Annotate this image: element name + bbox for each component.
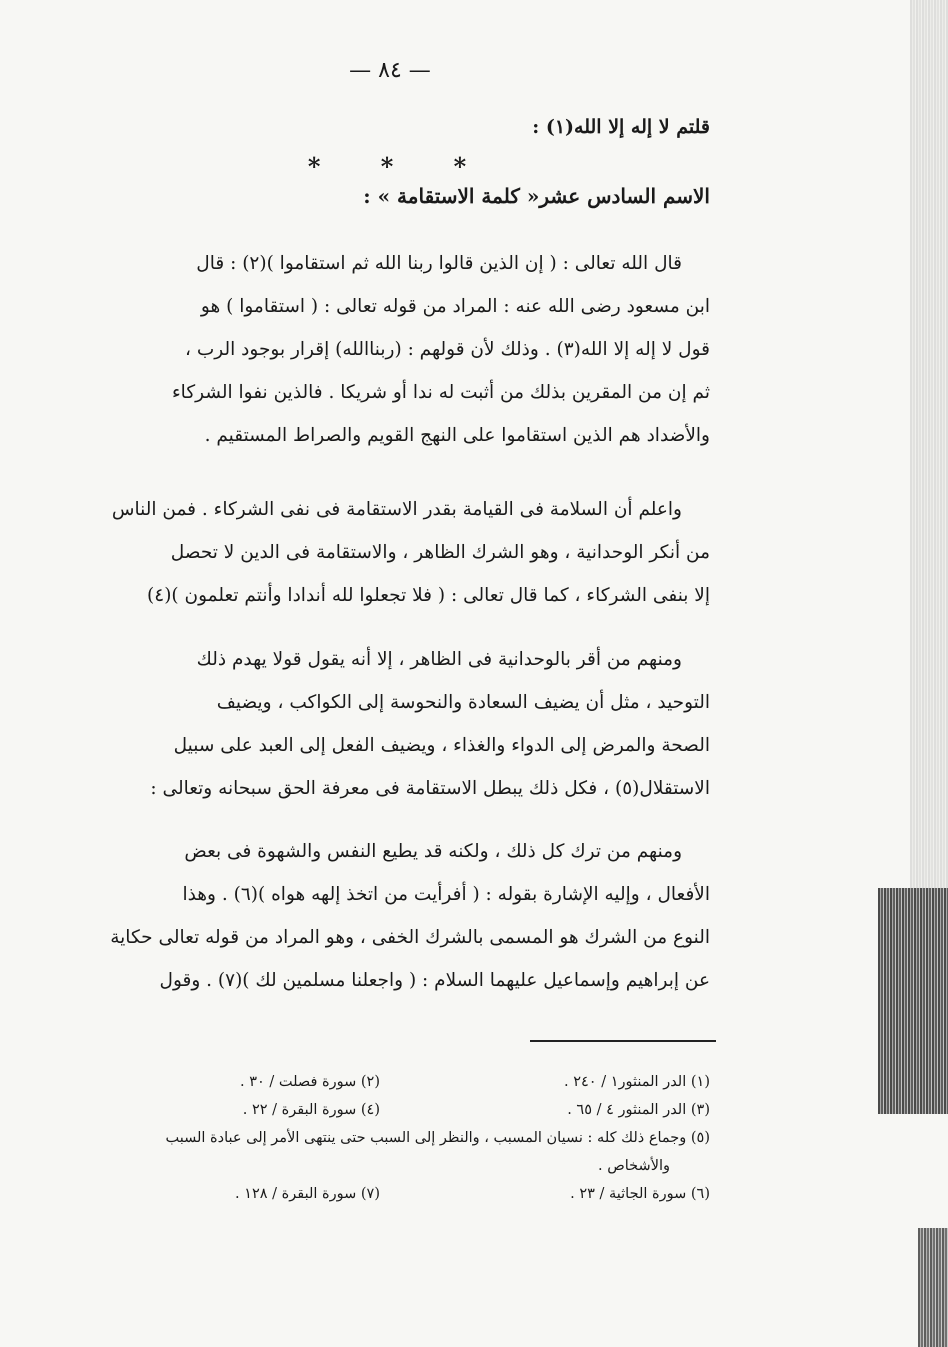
paragraph-line: التوحيد ، مثل أن يضيف السعادة والنحوسة إلى الكواكب ، ويضيف <box>216 692 710 713</box>
scan-edge-shadow <box>910 0 948 888</box>
paragraph-line: الاستقلال(٥) ، فكل ذلك يبطل الاستقامة فى معرفة الحق سبحانه وتعالى : <box>150 778 710 799</box>
paragraph-2 <box>100 488 710 617</box>
scan-edge-artifact-bottom <box>918 1228 948 1347</box>
paragraph-4 <box>100 830 710 1002</box>
paragraph-line: واعلم أن السلامة فى القيامة بقدر الاستقامة فى نفى الشركاء . فمن الناس <box>111 499 682 520</box>
footnote-7: (٧) سورة البقرة / ١٢٨ . <box>234 1186 380 1202</box>
footnote-3: (٣) الدر المنثور ٤ / ٦٥ . <box>567 1102 710 1118</box>
paragraph-line: النوع من الشرك هو المسمى بالشرك الخفى ، وهو المراد من قوله تعالى حكاية <box>110 927 710 948</box>
footnote-1: (١) الدر المنثور١ / ٢٤٠ . <box>564 1074 710 1090</box>
paragraph-line: ومنهم من أقر بالوحدانية فى الظاهر ، إلا أنه يقول قولا يهدم ذلك <box>196 649 682 670</box>
paragraph-1 <box>100 242 710 457</box>
footnote-separator <box>530 1040 716 1042</box>
paragraph-line: ومنهم من ترك كل ذلك ، ولكنه قد يطيع النفس والشهوة فى بعض <box>184 841 682 862</box>
paragraph-line: عن إبراهيم وإسماعيل عليهما السلام : ( واجعلنا مسلمين لك )(٧) . وقول <box>159 970 710 991</box>
section-heading: الاسم السادس عشر« كلمة الاستقامة » : <box>363 184 710 208</box>
footnote-row <box>50 1180 710 1208</box>
section-separator-stars: * * * <box>307 152 493 181</box>
footnote-2: (٢) سورة فصلت / ٣٠ . <box>239 1074 380 1090</box>
footnote-5: (٥) وجماع ذلك كله : نسيان المسبب ، والنظر إلى السبب حتى ينتهى الأمر إلى عبادة السبب <box>165 1130 710 1146</box>
paragraph-line: ابن مسعود رضى الله عنه : المراد من قوله تعالى : ( استقاموا ) هو <box>200 296 710 317</box>
footnote-4: (٤) سورة البقرة / ٢٢ . <box>242 1102 380 1118</box>
footnote-row <box>50 1096 710 1124</box>
paragraph-line: ثم إن من المقرين بذلك من أثبت له ندا أو شريكا . فالذين نفوا الشركاء <box>171 382 710 403</box>
paragraph-line: والأضداد هم الذين استقاموا على النهج القويم والصراط المستقيم . <box>204 425 710 446</box>
intro-line: قلتم لا إله إلا الله(١) : <box>532 116 710 138</box>
paragraph-line: الصحة والمرض إلى الدواء والغذاء ، ويضيف الفعل إلى العبد على سبيل <box>173 735 710 756</box>
paragraph-line: إلا بنفى الشركاء ، كما قال تعالى : ( فلا تجعلوا لله أندادا وأنتم تعلمون )(٤) <box>147 585 710 606</box>
page-number: — ٨٤ — <box>349 58 431 83</box>
paragraph-3 <box>100 638 710 810</box>
paragraph-line: من أنكر الوحدانية ، وهو الشرك الظاهر ، والاستقامة فى الدين لا تحصل <box>170 542 710 563</box>
paragraph-line: الأفعال ، وإليه الإشارة بقوله : ( أفرأيت من اتخذ إلهه هواه )(٦) . وهذا <box>182 884 710 905</box>
footnote-row <box>50 1068 710 1096</box>
scan-edge-artifact <box>878 888 948 1114</box>
footnote-5-continued: والأشخاص . <box>598 1158 670 1174</box>
footnotes <box>50 1068 710 1208</box>
paragraph-line: قال الله تعالى : ( إن الذين قالوا ربنا الله ثم استقاموا )(٢) : قال <box>196 253 682 274</box>
footnote-6: (٦) سورة الجاثية / ٢٣ . <box>570 1186 710 1202</box>
paragraph-line: قول لا إله إلا الله(٣) . وذلك لأن قولهم : (ربناالله) إقرار بوجود الرب ، <box>185 339 710 360</box>
